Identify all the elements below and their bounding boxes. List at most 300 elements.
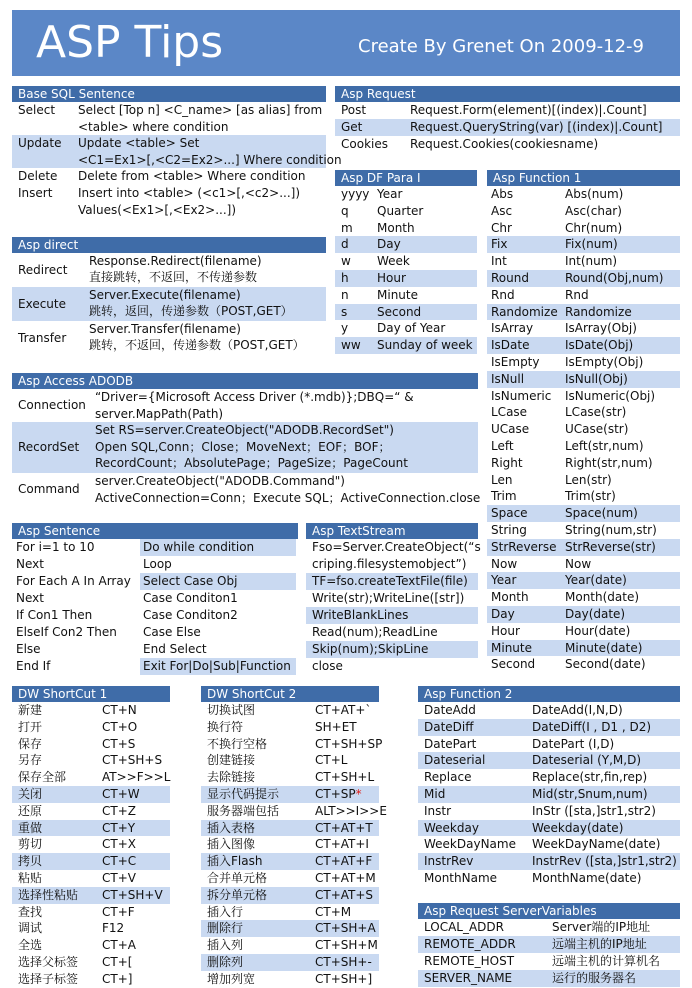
- row-value: [377, 337, 475, 354]
- row-value-text: Fix(num): [565, 237, 618, 252]
- shortcut1-row: [12, 937, 170, 954]
- row-value: [78, 168, 324, 185]
- row-value: [377, 320, 475, 337]
- row-value-text: Asc(char): [565, 203, 622, 218]
- row-value-line: Server.Execute(filename): [89, 288, 241, 302]
- row-value-line: server.MapPath(Path): [95, 406, 224, 421]
- row-value-text: CT+AT+I: [315, 837, 369, 852]
- row-key: q: [341, 203, 349, 218]
- asp-function1-row: [487, 388, 680, 405]
- row-value: [102, 820, 168, 837]
- row-value-text: Round(Obj,num): [565, 270, 664, 285]
- row-value-text: Second(date): [565, 657, 646, 672]
- shortcut2-row: [201, 736, 383, 753]
- row-key: 粘贴: [18, 870, 43, 885]
- row-value: [315, 786, 377, 803]
- asp-function2-row: [418, 803, 680, 820]
- row-value-line: WriteBlankLines: [312, 608, 409, 622]
- row-key: IsArray: [491, 321, 534, 336]
- row-key: 还原: [18, 803, 43, 818]
- row-key: 切换试图: [207, 703, 256, 717]
- row-value-text: String(num,str): [565, 522, 657, 537]
- row-value-text: IsArray(Obj): [565, 321, 637, 336]
- row-value-text: WeekDayName(date): [532, 837, 661, 852]
- row-key: 插入Flash: [207, 854, 263, 869]
- df-para-row: [335, 203, 477, 220]
- row-value-text: DatePart (I,D): [532, 736, 615, 751]
- asp-request-row: [335, 119, 680, 136]
- row-key: 选择父标签: [18, 954, 79, 969]
- row-key: Chr: [491, 220, 512, 235]
- asp-function2-row: [418, 752, 680, 769]
- asp-request-row: [335, 102, 680, 119]
- row-key: LOCAL_ADDR: [424, 920, 505, 934]
- row-value: [532, 702, 678, 719]
- row-value-text: CT+SH+]: [315, 971, 373, 986]
- row-value: [102, 954, 168, 971]
- row-value-text: IsNumeric(Obj): [565, 388, 656, 403]
- row-value: [315, 954, 377, 971]
- row-value-line: Select [Top n] <C_name> [as alias] from: [78, 103, 323, 117]
- row-key: InstrRev: [424, 854, 474, 869]
- row-key: Next: [16, 557, 44, 571]
- asp-sentence-section: [12, 523, 298, 675]
- row-value-text: CT+[: [102, 954, 133, 969]
- row-value-line: Delete from <table> Where condition: [78, 169, 306, 183]
- row-value-text: CT+L: [315, 753, 348, 768]
- row-key: LCase: [491, 405, 528, 420]
- asp-function1-row: [487, 220, 680, 237]
- row-value-text: Month: [377, 220, 415, 235]
- textstream-row: [306, 573, 478, 590]
- row-value: [102, 920, 168, 937]
- row-key: Right: [491, 455, 523, 470]
- row-value-text: Year: [377, 187, 403, 201]
- shortcut2-row: [201, 769, 379, 786]
- row-value-text: CT+Y: [102, 820, 136, 835]
- row-value-text: DateAdd(I,N,D): [532, 703, 623, 717]
- row-key: Rnd: [491, 287, 515, 302]
- row-value-text: 远端主机的计算机名: [552, 954, 661, 968]
- row-value: [410, 102, 678, 119]
- asp-sentence-row: [12, 607, 298, 624]
- row-value: [102, 719, 168, 736]
- row-value: [532, 736, 678, 753]
- shortcut2-row: [201, 836, 379, 853]
- row-value: [95, 389, 476, 422]
- row-value-text: 远端主机的IP地址: [552, 937, 647, 951]
- df-para-section: [335, 170, 477, 354]
- row-key: Select: [18, 103, 56, 117]
- df-para-row: [335, 304, 477, 321]
- row-key: 剪切: [18, 837, 43, 852]
- asp-function1-row: [487, 203, 680, 220]
- row-key: StrReverse: [491, 539, 557, 554]
- row-key: Len: [491, 472, 513, 487]
- server-vars-row: [418, 953, 680, 970]
- asp-function1-row: [487, 287, 680, 304]
- server-vars-section: [418, 903, 680, 987]
- row-value-text: CT+SH+S: [102, 753, 163, 768]
- page-subtitle: Create By Grenet On 2009-12-9: [358, 36, 644, 57]
- section-title: Base SQL Sentence: [12, 86, 326, 102]
- row-key: DateAdd: [424, 703, 476, 717]
- row-value: [315, 887, 377, 904]
- row-key: WeekDayName: [424, 837, 516, 852]
- section-title: Asp Access ADODB: [12, 373, 478, 389]
- row-key: Cookies: [341, 137, 388, 151]
- row-key: ww: [341, 338, 361, 353]
- row-key: 合并单元格: [207, 870, 268, 885]
- row-key: w: [341, 254, 351, 269]
- asp-function1-row: [487, 522, 680, 539]
- row-value: [315, 719, 377, 736]
- row-value-text: Weekday(date): [532, 820, 624, 835]
- textstream-row: [306, 624, 478, 641]
- shortcut1-row: [12, 853, 170, 870]
- base-sql-row: [12, 102, 326, 135]
- row-value-text: CT+SP: [315, 786, 356, 801]
- row-key: Connection: [18, 398, 86, 412]
- server-vars-row: [418, 970, 680, 987]
- shortcut2-row: [201, 803, 387, 820]
- row-value-text: Right(str,num): [565, 455, 653, 470]
- row-value-text: CT+F: [102, 904, 135, 919]
- row-value-text: End Select: [143, 642, 207, 656]
- row-value: [312, 641, 476, 658]
- asp-direct-row: [12, 253, 326, 287]
- row-value: [532, 870, 678, 887]
- row-value-text: Randomize: [565, 304, 632, 319]
- row-value: [565, 472, 678, 489]
- shortcut1-row: [12, 702, 170, 719]
- row-value: [102, 786, 168, 803]
- row-key: Second: [491, 657, 536, 672]
- row-key: Delete: [18, 169, 58, 183]
- row-value-text: UCase(str): [565, 422, 629, 437]
- row-value: [565, 337, 678, 354]
- row-value-text: Dateserial (Y,M,D): [532, 753, 642, 768]
- row-value: [315, 820, 377, 837]
- row-value-line: Server.Transfer(filename): [89, 322, 241, 336]
- asp-function1-row: [487, 236, 680, 253]
- shortcut1-row: [12, 971, 170, 988]
- row-value-text: CT+SH+L: [315, 770, 375, 785]
- row-value: [565, 438, 678, 455]
- row-value-text: CT+SH+A: [315, 921, 376, 936]
- row-key: n: [341, 287, 349, 302]
- row-key: s: [341, 304, 348, 319]
- row-value-line: RecordCount；AbsolutePage；PageSize；PageCount: [95, 456, 408, 470]
- row-value: [410, 119, 678, 136]
- shortcut1-row: [12, 887, 170, 904]
- row-value-line: Response.Redirect(filename): [89, 254, 262, 268]
- df-para-row: [335, 337, 477, 354]
- row-key: Month: [491, 590, 529, 605]
- row-value: [140, 539, 296, 556]
- row-value: [377, 253, 475, 270]
- asp-function1-row: [487, 589, 680, 606]
- row-value: [565, 556, 678, 573]
- asp-function1-row: [487, 556, 680, 573]
- row-key: Year: [491, 573, 517, 588]
- row-value-text: Server端的IP地址: [552, 920, 651, 934]
- page-header: [12, 10, 680, 76]
- row-key: 打开: [18, 719, 43, 734]
- row-key: 增加列宽: [207, 971, 256, 986]
- row-key: Now: [491, 556, 518, 571]
- row-value-text: Chr(num): [565, 220, 623, 235]
- asp-function2-row: [418, 870, 680, 887]
- row-key: 显示代码提示: [207, 786, 280, 801]
- row-value-text: Minute(date): [565, 640, 643, 655]
- row-value: [532, 836, 678, 853]
- row-value: [552, 953, 678, 970]
- row-key: Hour: [491, 623, 520, 638]
- row-value: [102, 904, 168, 921]
- row-value: [312, 607, 476, 624]
- row-key: Fix: [491, 237, 508, 252]
- row-value: [143, 590, 296, 607]
- row-value: [565, 354, 678, 371]
- asp-access-row: [12, 473, 481, 506]
- row-value: [565, 304, 678, 321]
- row-key: d: [341, 237, 349, 252]
- row-key: 插入图像: [207, 837, 256, 852]
- row-value-line: Update <table> Set: [78, 136, 200, 150]
- row-key: 选择性粘贴: [18, 887, 79, 902]
- section-title: DW ShortCut 2: [201, 686, 379, 702]
- row-value: [315, 853, 377, 870]
- row-value-text: CT+V: [102, 870, 136, 885]
- asp-function1-row: [487, 337, 680, 354]
- row-key: Else: [16, 642, 41, 656]
- row-value-text: Abs(num): [565, 187, 624, 201]
- df-para-row: [335, 287, 477, 304]
- asp-function2-row: [418, 853, 680, 870]
- row-key: Day: [491, 606, 515, 621]
- row-value: [312, 539, 481, 573]
- df-para-row: [335, 220, 477, 237]
- section-title: Asp direct: [12, 237, 326, 253]
- row-key: 保存: [18, 736, 43, 751]
- row-value: [552, 936, 678, 953]
- row-value: [565, 505, 678, 522]
- row-value-text: CT+AT+`: [315, 703, 372, 717]
- row-value-line: criping.filesystemobject”): [312, 556, 467, 571]
- row-key: 插入列: [207, 938, 244, 953]
- row-key: Abs: [491, 187, 514, 201]
- row-key: m: [341, 220, 353, 235]
- row-value: [377, 220, 475, 237]
- row-value-text: SH+ET: [315, 719, 357, 734]
- row-key: 换行符: [207, 719, 244, 734]
- row-value: [532, 752, 678, 769]
- shortcut2-row: [201, 719, 379, 736]
- asp-function2-row: [418, 769, 680, 786]
- row-value: [312, 658, 476, 675]
- row-value: [565, 220, 678, 237]
- row-key: Left: [491, 438, 514, 453]
- shortcut1-row: [12, 836, 170, 853]
- row-key: If Con1 Then: [16, 608, 93, 622]
- shortcut2-row: [201, 702, 379, 719]
- row-value: [565, 253, 678, 270]
- row-value: [532, 820, 678, 837]
- shortcut1-row: [12, 736, 170, 753]
- row-value-line: Skip(num);SkipLine: [312, 642, 429, 656]
- row-value-text: Year(date): [565, 573, 627, 588]
- row-value-text: Replace(str,fin,rep): [532, 770, 648, 785]
- row-value: [143, 556, 296, 573]
- row-key: Asc: [491, 203, 513, 218]
- row-value: [315, 736, 383, 753]
- row-value: [315, 702, 377, 719]
- row-value-text: CT+O: [102, 719, 138, 734]
- row-key: DateDiff: [424, 719, 474, 734]
- row-key: REMOTE_HOST: [424, 954, 515, 968]
- row-value-text: Exit For|Do|Sub|Function: [143, 659, 291, 673]
- row-key: IsNull: [491, 371, 525, 386]
- row-value-text: Left(str,num): [565, 438, 644, 453]
- row-key: Command: [18, 482, 80, 496]
- asp-function2-row: [418, 836, 680, 853]
- asp-function1-row: [487, 186, 680, 203]
- row-value: [565, 606, 678, 623]
- row-value: [315, 937, 377, 954]
- page-title: ASP Tips: [36, 17, 224, 68]
- row-value-text: Quarter: [377, 203, 424, 218]
- asp-sentence-row: [12, 573, 298, 590]
- row-value: [102, 769, 171, 786]
- row-value-text: CT+A: [102, 938, 136, 953]
- row-value: [315, 920, 377, 937]
- row-key: Dateserial: [424, 753, 486, 768]
- row-key: 重做: [18, 820, 43, 835]
- row-key: 拷贝: [18, 854, 43, 869]
- row-value: [143, 607, 296, 624]
- row-value-text: CT+SH+M: [315, 938, 378, 953]
- row-value-text: InstrRev ([sta,]str1,str2): [532, 854, 677, 869]
- section-title: Asp Request: [335, 86, 680, 102]
- section-title: Asp DF Para I: [335, 170, 477, 186]
- server-vars-row: [418, 919, 680, 936]
- row-key: IsNumeric: [491, 388, 552, 403]
- row-value: [565, 371, 678, 388]
- row-value-text: Request.Cookies(cookiesname): [410, 137, 599, 151]
- shortcut2-row: [201, 870, 379, 887]
- row-key: Replace: [424, 770, 472, 785]
- row-key: 拆分单元格: [207, 887, 268, 902]
- row-value: [532, 853, 678, 870]
- row-value-text: MonthName(date): [532, 870, 642, 885]
- row-value-line: Values(<Ex1>[,<Ex2>...]): [78, 202, 237, 217]
- row-key: IsDate: [491, 338, 530, 353]
- shortcut2-row: [201, 887, 379, 904]
- row-key: Execute: [18, 297, 66, 311]
- row-key: Round: [491, 270, 529, 285]
- asp-direct-row: [12, 287, 326, 321]
- shortcut1-row: [12, 920, 170, 937]
- row-value-text: StrReverse(str): [565, 539, 656, 554]
- row-value-text: Case Conditon2: [143, 608, 238, 622]
- row-value-line: close: [312, 659, 343, 673]
- row-value: [315, 769, 377, 786]
- row-value: [102, 937, 168, 954]
- row-key: 删除行: [207, 921, 244, 936]
- row-value: [315, 971, 377, 988]
- row-key: End If: [16, 659, 51, 673]
- row-value: [315, 904, 377, 921]
- row-key: h: [341, 270, 349, 285]
- row-key: RecordSet: [18, 440, 80, 454]
- df-para-row: [335, 270, 477, 287]
- row-key: Redirect: [18, 263, 68, 277]
- shortcut1-row: [12, 904, 170, 921]
- row-value: [565, 236, 678, 253]
- row-value-text: Day: [377, 237, 401, 252]
- row-value: [552, 919, 678, 936]
- row-key: For Each A In Array: [16, 574, 131, 588]
- df-para-row: [335, 320, 477, 337]
- row-value: [565, 539, 678, 556]
- row-value: [312, 590, 476, 607]
- row-key: Get: [341, 120, 363, 134]
- row-key: yyyy: [341, 187, 370, 201]
- textstream-row: [306, 641, 478, 658]
- row-value-text: Mid(str,Snum,num): [532, 786, 648, 801]
- row-value-text: Int(num): [565, 254, 618, 269]
- row-value-line: Write(str);WriteLine([str]): [312, 591, 465, 605]
- df-para-row: [335, 186, 477, 203]
- row-value-text: DateDiff(I , D1 , D2): [532, 719, 652, 734]
- row-value-line: <table> where condition: [78, 119, 229, 134]
- row-key: Next: [16, 591, 44, 605]
- row-key: Minute: [491, 640, 532, 655]
- row-key: y: [341, 321, 349, 336]
- row-value-line: Set RS=server.CreateObject("ADODB.RecordSet"): [95, 423, 394, 437]
- asp-function1-row: [487, 455, 680, 472]
- row-key: String: [491, 522, 527, 537]
- row-key: For i=1 to 10: [16, 540, 95, 554]
- row-value-text: Hour: [377, 270, 406, 285]
- row-value: [312, 624, 476, 641]
- row-value: [89, 321, 324, 353]
- section-title: Asp Sentence: [12, 523, 298, 539]
- row-value: [565, 488, 678, 505]
- df-para-row: [335, 253, 477, 270]
- row-key: 插入行: [207, 904, 244, 919]
- row-value-text: Rnd: [565, 287, 589, 302]
- row-value-text: Now: [565, 556, 592, 571]
- row-value-text: LCase(str): [565, 405, 627, 420]
- row-key: 插入表格: [207, 820, 256, 835]
- row-value: [565, 640, 678, 657]
- shortcut2-row: [201, 954, 379, 971]
- asp-function1-row: [487, 623, 680, 640]
- row-key: IsEmpty: [491, 354, 540, 369]
- row-value-text: Request.QueryString(var) [(index)|.Count]: [410, 120, 663, 134]
- row-value: [532, 769, 678, 786]
- section-title: Asp TextStream: [306, 523, 478, 539]
- row-value: [377, 203, 475, 220]
- row-key: DatePart: [424, 736, 477, 751]
- row-value-text: Request.Form(element)[(index)|.Count]: [410, 103, 647, 117]
- row-key: Instr: [424, 803, 452, 818]
- shortcut1-row: [12, 954, 170, 971]
- textstream-row: [306, 590, 478, 607]
- row-value-text: Select Case Obj: [143, 574, 238, 588]
